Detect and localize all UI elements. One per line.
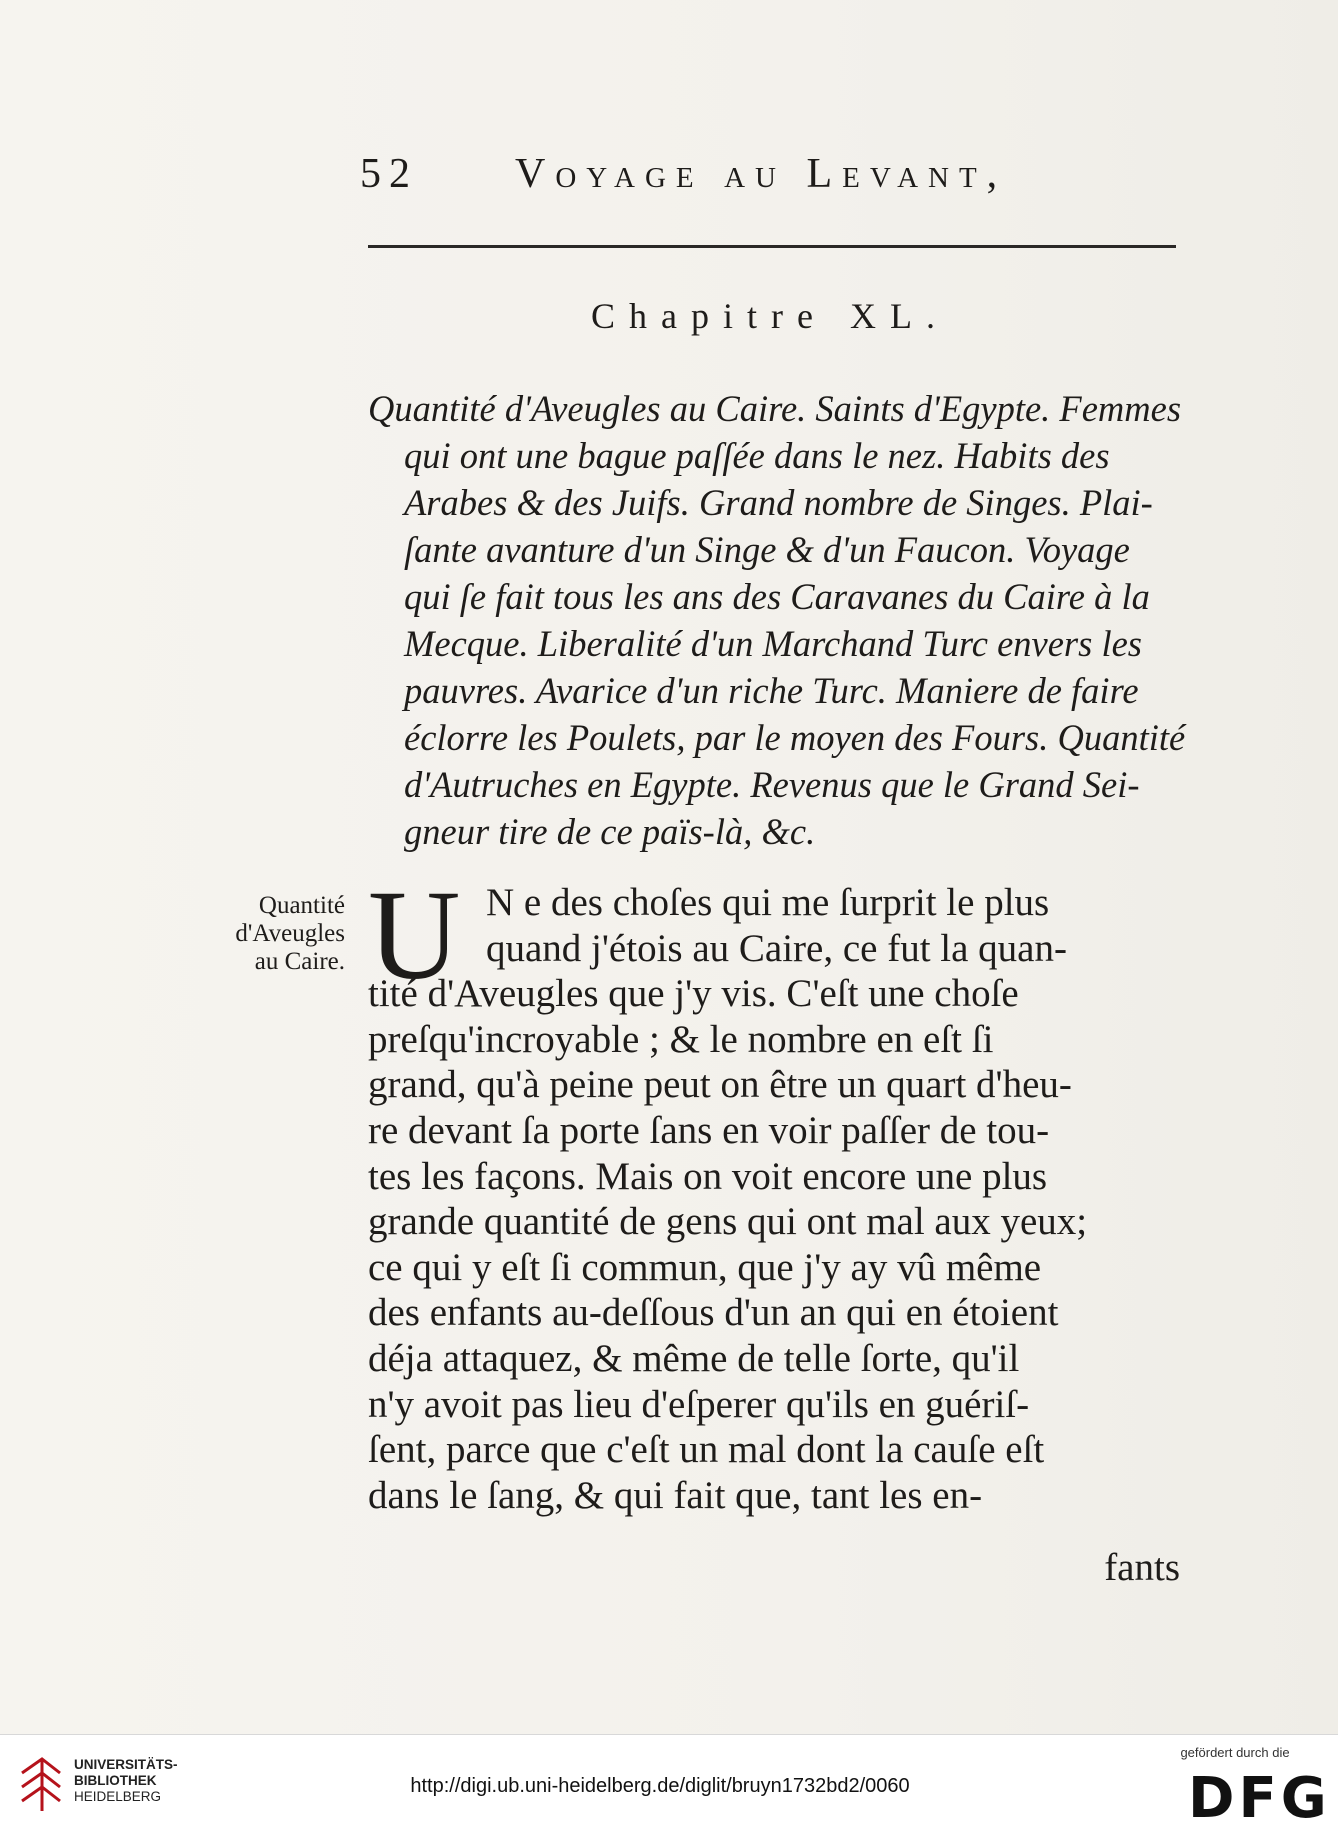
- summary-line: ſante avanture d'un Singe & d'un Faucon. Voyage: [404, 529, 1130, 570]
- margin-note-line: au Caire.: [254, 948, 345, 975]
- body-line: preſqu'incroyable ; & le nombre en eſt ſi: [368, 1017, 994, 1061]
- summary-line: gneur tire de ce païs-là, &c.: [404, 811, 816, 852]
- library-name-line: HEIDELBERG: [74, 1789, 162, 1804]
- body-line: déja attaquez, & même de telle ſorte, qu'il: [368, 1336, 1020, 1380]
- summary-line: pauvres. Avarice d'un riche Turc. Maniere de faire: [404, 670, 1139, 711]
- margin-note-line: Quantité: [258, 892, 345, 919]
- library-name-line: BIBLIOTHEK: [74, 1773, 157, 1788]
- margin-note: [150, 892, 345, 976]
- body-line: grand, qu'à peine peut on être un quart d'heu-: [368, 1063, 1072, 1107]
- funded-by-label: gefördert durch die: [1180, 1745, 1290, 1760]
- body-text: [368, 864, 1180, 1518]
- body-line: n'y avoit pas lieu d'eſperer qu'ils en guériſ-: [368, 1382, 1030, 1426]
- document-url-link[interactable]: http://digi.ub.uni-heidelberg.de/diglit/bruyn1732bd2/0060: [410, 1775, 910, 1797]
- summary-line: d'Autruches en Egypte. Revenus que le Grand Sei-: [404, 764, 1140, 805]
- header-rule: [368, 245, 1176, 248]
- body-line: ce qui y eſt ſi commun, que j'y ay vû même: [368, 1245, 1042, 1289]
- running-head: [360, 150, 1180, 210]
- body-line: tes les façons. Mais on voit encore une plus: [368, 1154, 1048, 1198]
- body-line: grande quantité de gens qui ont mal aux yeux;: [368, 1200, 1088, 1244]
- chapter-heading: Chapitre XL.: [591, 296, 949, 336]
- body-line: re devant ſa porte ſans en voir paſſer de tou-: [368, 1108, 1050, 1152]
- viewer-footer: [0, 1734, 1338, 1839]
- summary-line: Quantité d'Aveugles au Caire. Saints d'Egypte. Femmes: [368, 388, 1182, 429]
- page-number: 52: [360, 151, 418, 197]
- chapter-summary: [368, 385, 1186, 855]
- body-line: tité d'Aveugles que j'y vis. C'eſt une choſe: [368, 972, 1019, 1016]
- summary-line: Arabes & des Juifs. Grand nombre de Singes. Plai-: [404, 482, 1153, 523]
- summary-line: Mecque. Liberalité d'un Marchand Turc envers les: [404, 623, 1143, 664]
- library-name-line: UNIVERSITÄTS-: [74, 1757, 178, 1772]
- catchword: fants: [1104, 1546, 1180, 1589]
- university-library-logo-icon[interactable]: [16, 1753, 66, 1817]
- summary-line: éclorre les Poulets, par le moyen des Fours. Quantité: [404, 717, 1186, 758]
- body-line: ſent, parce que c'eſt un mal dont la cauſe eſt: [368, 1428, 1045, 1472]
- body-line: quand j'étois au Caire, ce fut la quan-: [486, 926, 1067, 970]
- body-line: des enfants au-deſſous d'un an qui en étoient: [368, 1291, 1059, 1335]
- drop-cap: U: [368, 864, 461, 1006]
- dfg-logo[interactable]: DFG: [1188, 1766, 1331, 1831]
- margin-note-line: d'Aveugles: [235, 920, 345, 947]
- summary-line: qui ont une bague paſſée dans le nez. Habits des: [404, 435, 1110, 476]
- body-line: dans le ſang, & qui fait que, tant les en-: [368, 1473, 983, 1517]
- summary-line: qui ſe fait tous les ans des Caravanes du Caire à la: [404, 576, 1150, 617]
- library-name[interactable]: [74, 1757, 178, 1805]
- running-title: Voyage au Levant,: [515, 151, 1008, 197]
- body-line: N e des choſes qui me ſurprit le plus: [486, 881, 1050, 924]
